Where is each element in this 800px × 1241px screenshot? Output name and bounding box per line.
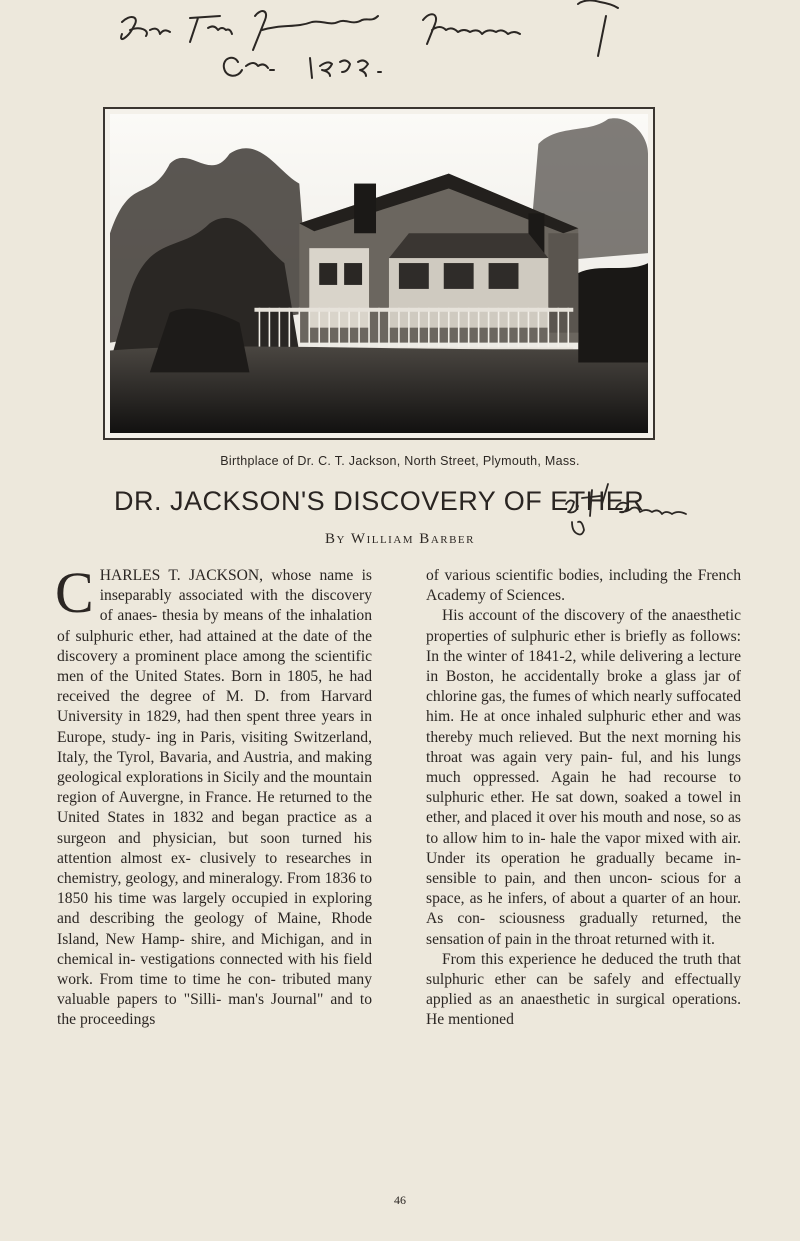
article-paragraph bbox=[55, 560, 372, 1031]
article-right-column bbox=[426, 566, 741, 1031]
article-paragraph: His account of the discovery of the anaesthetic properties of sulphuric ether is briefly as follows: In the winter of 1841-2, while delivering a lecture in Boston, he accidentally broke a glass jar of chlorine gas, the fumes of which nearly suffocated him. He at once inhaled sulphuric ether and was thereby much relieved. But the next morning his throat was again very pain- ful, and his lungs much oppressed. Again he had recourse to sulphuric ether. He sat down, soaked a towel in ether, and placed it over his mouth and nose, so as to allow him to in- hale the vapor mixed with air. Under its operation he gradually became in- sensible to pain, and then uncon- scious for a space, as he infers, of about a quarter of an hour. As con- sciousness gradually returned, the sensation of pain in the throat returned with it. bbox=[426, 607, 741, 948]
page-number: 46 bbox=[394, 1193, 406, 1207]
drop-cap: C bbox=[55, 560, 94, 625]
handwritten-inscription bbox=[0, 0, 800, 100]
photo-caption: Birthplace of Dr. C. T. Jackson, North Street, Plymouth, Mass. bbox=[220, 454, 580, 468]
paragraph-text: HARLES T. JACKSON, whose name is inseparably associated with the discovery of anaes- thesia by means of the inhalation of sulphuric ether, had attained at the date of the discovery a prominent place among the scientific men of the United States. Born in 1805, he had received the degree of M. D. from Harvard University in 1829, had then spent three years in Europe, study- ing in Paris, visiting Switzerland, Italy, the Tyrol, Bavaria, and Austria, and making geological explorations in Sicily and the mountain region of Auvergne, in France. He returned to the United States in 1832 and began practice as a surgeon and physician, but soon turned his attention almost ex- clusively to researches in chemistry, geology, and mineralogy. From 1836 to 1850 his time was largely occupied in exploring and describing the geology of Maine, Rhode Island, New Hamp- shire, and Michigan, and in chemical in- vestigations connected with his field work. From time to time he con- tributed many valuable papers to "Silli- man's Journal" and to the proceedings bbox=[57, 567, 372, 1029]
birthplace-photo bbox=[110, 114, 648, 433]
article-title: DR. JACKSON'S DISCOVERY OF ETHER bbox=[114, 486, 645, 516]
photo-frame bbox=[103, 107, 655, 440]
article-left-column bbox=[55, 560, 372, 1031]
article-paragraph: of various scientific bodies, including the French Academy of Sciences. bbox=[426, 567, 741, 605]
article-paragraph: From this experience he deduced the truth that sulphuric ether can be safely and effectually applied as an anaesthetic in surgical operations. He mentioned bbox=[426, 950, 741, 1029]
article-byline: By William Barber bbox=[324, 531, 475, 547]
